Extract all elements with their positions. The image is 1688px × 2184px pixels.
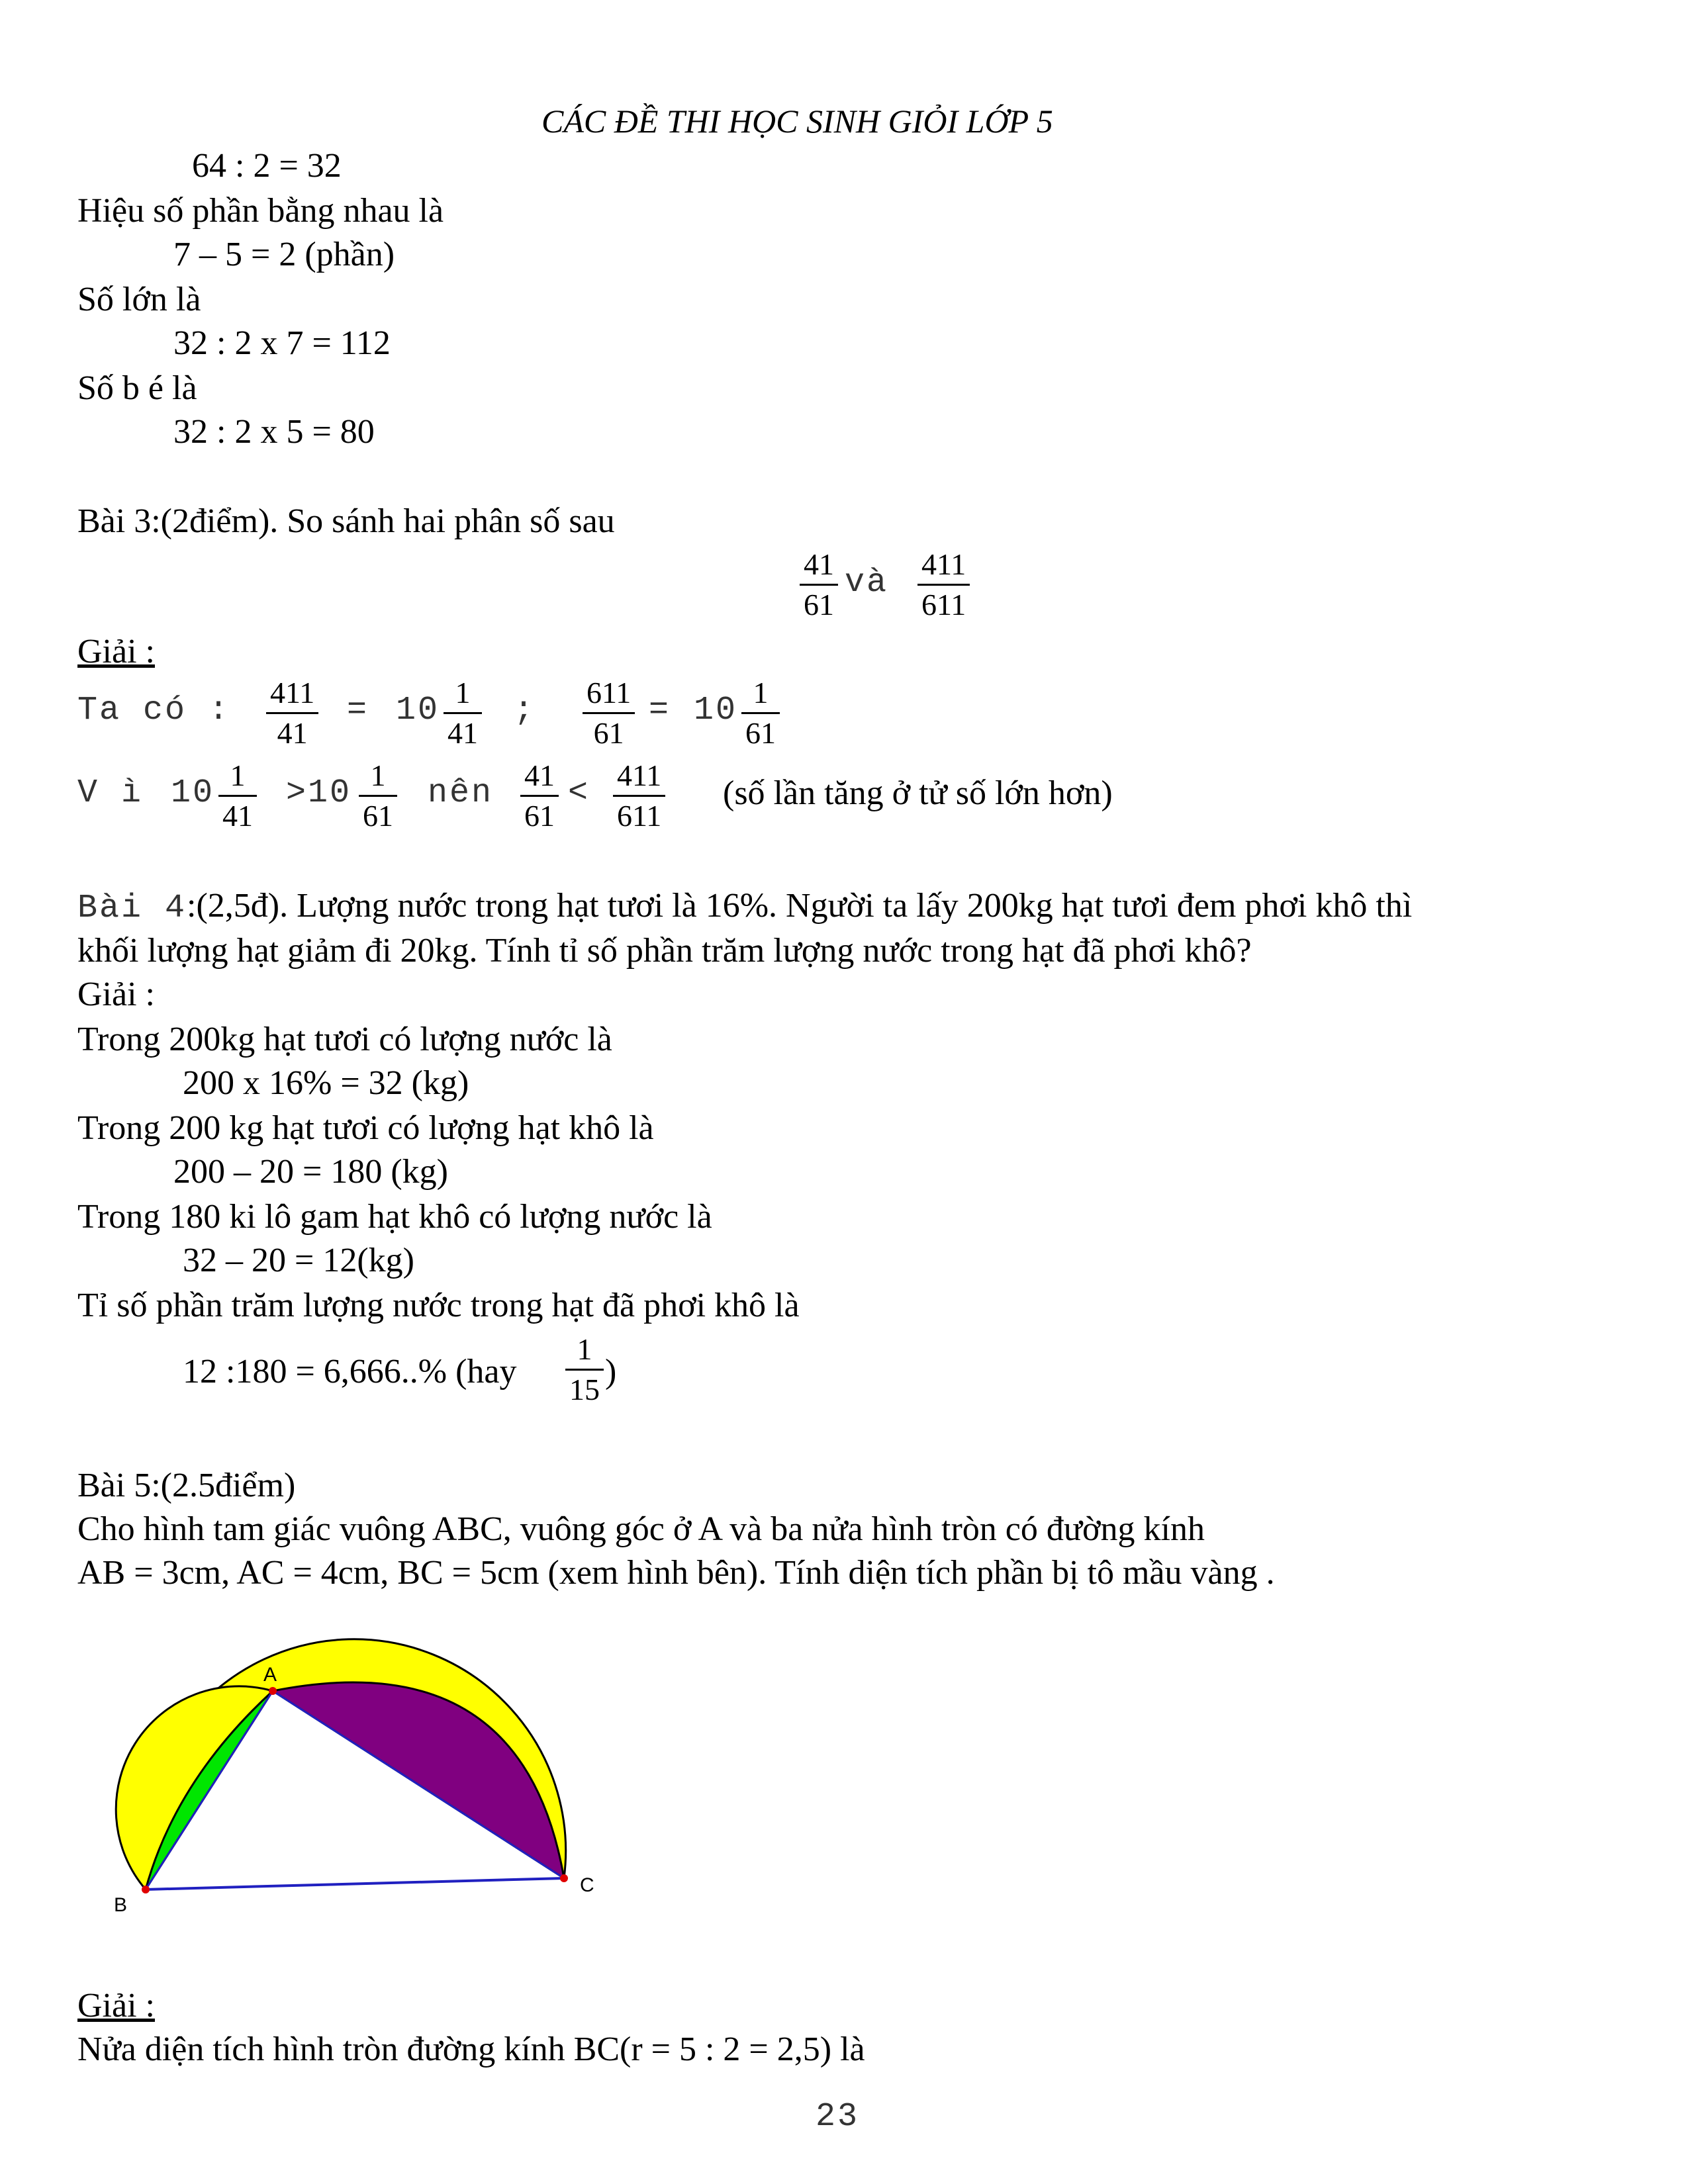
greater-than-10: >10: [286, 774, 352, 812]
bai5-line3: Nửa diện tích hình tròn đường kính BC(r = 5 : 2 = 2,5) là: [77, 2030, 865, 2068]
bai5-line2: AB = 3cm, AC = 4cm, BC = 5cm (xem hình bên). Tính diện tích phần bị tô mầu vàng .: [77, 1554, 1275, 1592]
fraction-denominator: 41: [447, 716, 478, 750]
point-c: [560, 1874, 568, 1882]
less-than-sign: <: [568, 774, 590, 812]
solution-line: 64 : 2 = 32: [192, 147, 342, 185]
bai4-heading-text: :(2,5đ). Lượng nước trong hạt tươi là 16%. Người ta lấy 200kg hạt tươi đem phơi khô thì: [187, 887, 1413, 925]
bai5-line1: Cho hình tam giác vuông ABC, vuông góc ở A và ba nửa hình tròn có đường kính: [77, 1510, 1205, 1548]
bai4-giai-label: Giải :: [77, 976, 155, 1013]
solution-line: 32 – 20 = 12(kg): [183, 1242, 414, 1279]
solution-line: 200 x 16% = 32 (kg): [183, 1064, 469, 1102]
fraction-numerator: 1: [455, 676, 471, 709]
solution-line: Số lớn là: [77, 281, 201, 318]
point-b: [142, 1886, 150, 1893]
fraction-denominator: 611: [617, 799, 662, 833]
semicolon: ;: [514, 692, 536, 729]
solution-line: Trong 200kg hạt tươi có lượng nước là: [77, 1021, 612, 1058]
bai4-heading-line2: khối lượng hạt giảm đi 20kg. Tính tỉ số phần trăm lượng nước trong hạt đã phơi khô?: [77, 932, 1252, 970]
fraction-denominator: 61: [524, 799, 555, 833]
label-a: A: [263, 1664, 277, 1686]
solution-line: 7 – 5 = 2 (phần): [173, 236, 395, 273]
solution-line: Tỉ số phần trăm lượng nước trong hạt đã phơi khô là: [77, 1287, 800, 1324]
fraction-denominator: 61: [363, 799, 393, 833]
fraction-denominator: 61: [593, 716, 624, 750]
page-header-title: CÁC ĐỀ THI HỌC SINH GIỎI LỚP 5: [541, 103, 1053, 140]
solution-line: Trong 180 ki lô gam hạt khô có lượng nước là: [77, 1198, 712, 1236]
closing-paren: ): [605, 1353, 617, 1390]
solution-line: Trong 200 kg hạt tươi có lượng hạt khô là: [77, 1109, 654, 1147]
fraction-denominator: 41: [277, 716, 308, 750]
point-a: [269, 1687, 277, 1695]
fraction-numerator: 411: [921, 547, 966, 581]
whole-part-10: 10: [396, 692, 440, 729]
bai5-heading: Bài 5:(2.5điểm): [77, 1467, 296, 1504]
fraction-numerator: 611: [586, 676, 632, 709]
fraction-numerator: 1: [230, 758, 246, 792]
fraction-denominator: 61: [804, 588, 834, 621]
equals-sign: =: [649, 692, 671, 729]
page-number: 23: [816, 2098, 860, 2136]
fraction-numerator: 411: [617, 758, 662, 792]
fraction-numerator: 1: [370, 758, 386, 792]
bai4-label: Bài 4: [77, 889, 187, 927]
fraction-denominator: 15: [569, 1373, 600, 1406]
fraction-numerator: 1: [577, 1332, 592, 1366]
label-c: C: [580, 1874, 594, 1896]
solution-line: 12 :180 = 6,666..% (hay: [183, 1353, 517, 1390]
fraction-numerator: 1: [753, 676, 769, 709]
solution-line: 200 – 20 = 180 (kg): [173, 1153, 448, 1191]
fraction-numerator: 41: [804, 547, 834, 581]
fraction-numerator: 411: [270, 676, 315, 709]
fraction-denominator: 61: [745, 716, 776, 750]
solution-line: 32 : 2 x 7 = 112: [173, 324, 391, 362]
ta-co-label: Ta có :: [77, 692, 231, 729]
solution-line: Số b é là: [77, 369, 197, 407]
whole-part-10: 10: [171, 774, 215, 812]
comparison-note: (số lần tăng ở tử số lớn hơn): [723, 774, 1113, 812]
whole-part-10: 10: [694, 692, 738, 729]
bai5-giai-label: Giải :: [77, 1987, 155, 2025]
solution-line: Hiệu số phần bằng nhau là: [77, 192, 444, 230]
fraction-denominator: 41: [222, 799, 253, 833]
fraction-numerator: 41: [524, 758, 555, 792]
solution-line: 32 : 2 x 5 = 80: [173, 413, 375, 451]
bai3-giai-label: Giải :: [77, 633, 155, 670]
bai3-heading: Bài 3:(2điểm). So sánh hai phân số sau: [77, 502, 615, 540]
nen-label: nên: [428, 774, 494, 812]
equals-sign: =: [347, 692, 369, 729]
conjunction-va: và: [845, 564, 889, 602]
label-b: B: [114, 1894, 128, 1916]
vi-label: V ì: [77, 774, 144, 812]
fraction-denominator: 611: [921, 588, 966, 621]
